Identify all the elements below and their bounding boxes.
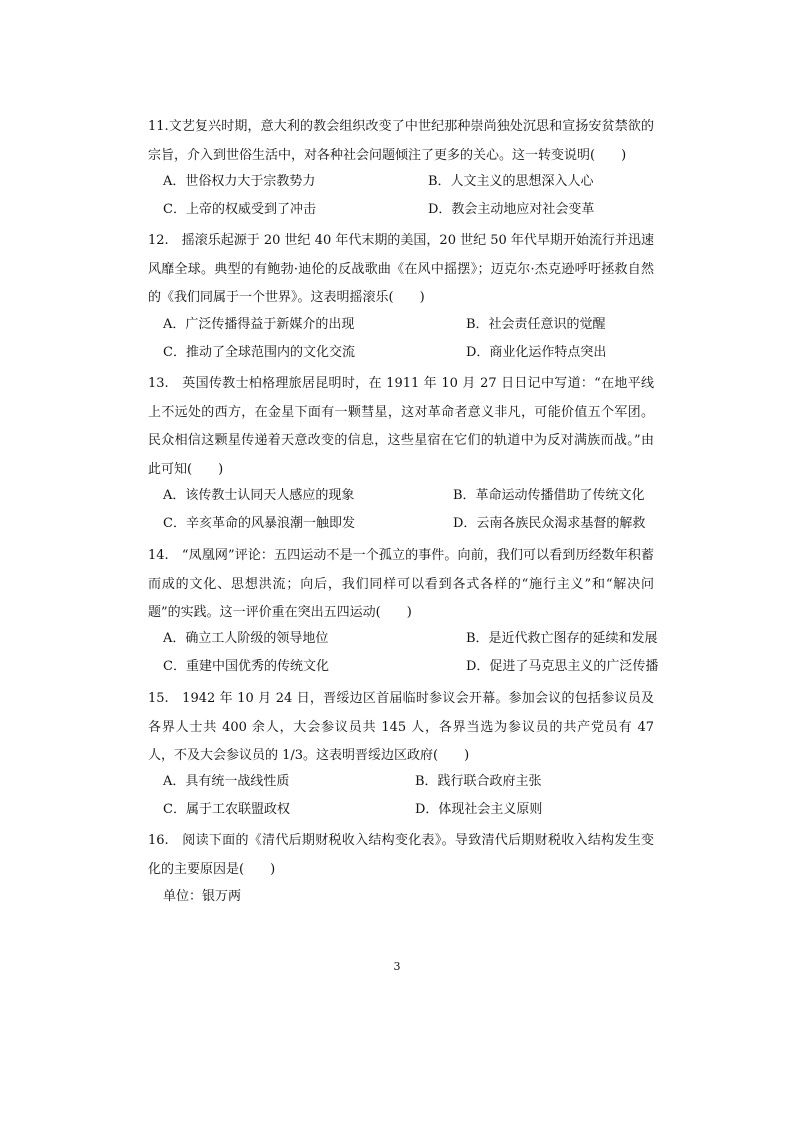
option-a: A．广泛传播得益于新媒介的出现 [163,317,355,332]
page-number: 3 [393,960,401,973]
option-d: D．云南各族民众渴求基督的解救 [453,516,646,531]
question-13 [148,370,654,484]
question-number: 12. [148,233,169,248]
option-c: C．推动了全球范围内的文化交流 [163,345,355,360]
question-12 [148,227,654,313]
option-b: B．是近代救亡图存的延续和发展 [466,631,658,646]
question-number: 14. [148,548,169,563]
question-number: 13. [148,376,169,391]
option-a: A．世俗权力大于宗教势力 [163,174,316,189]
question-stem: “凤凰网”评论：五四运动不是一个孤立的事件。向前，我们可以看到历经数年积蓄而成的文化、思想洪流；向后，我们同样可以看到各式各样的“施行主义”和“解决问题”的实践。这一评价重在突出五四运动( ) [148,548,654,620]
option-d: D．商业化运作特点突出 [466,345,607,360]
unit-label: 单位：银万两 [163,889,242,904]
option-d: D．教会主动地应对社会变革 [428,202,595,217]
option-b: B．践行联合政府主张 [415,774,542,789]
question-16 [148,827,654,884]
question-stem: 摇滚乐起源于 20 世纪 40 年代末期的美国，20 世纪 50 年代早期开始流行并迅速风靡全球。典型的有鲍勃·迪伦的反战歌曲《在风中摇摆》；迈克尔·杰克逊呼吁拯救自然的《我们同属于一个世界》。这表明摇滚乐( ) [148,233,654,305]
option-b: B．社会责任意识的觉醒 [466,317,606,332]
question-number: 16. [148,833,169,848]
option-c: C．辛亥革命的风暴浪潮一触即发 [163,516,355,531]
question-stem: 1942 年 10 月 24 日，晋绥边区首届临时参议会开幕。参加会议的包括参议员及各界人士共 400 余人，大会参议员共 145 人，各界当选为参议员的共产党员有 47 人，不及大会参议员的 1/3。这表明晋绥边区政府( ) [148,691,654,763]
question-number: 11. [148,119,169,134]
question-stem: 英国传教士柏格理旅居昆明时，在 1911 年 10 月 27 日日记中写道：“在地平线上不远处的西方，在金星下面有一颗彗星，这对革命者意义非凡，可能价值五个军团。民众相信这颗星传递着天意改变的信息，这些星宿在它们的轨道中为反对满族而战。”由此可知( ) [148,376,654,477]
option-c: C．属于工农联盟政权 [163,802,290,817]
option-c: C．重建中国优秀的传统文化 [163,659,329,674]
question-11 [148,113,654,170]
option-a: A．具有统一战线性质 [163,774,290,789]
option-c: C．上帝的权威受到了冲击 [163,202,316,217]
option-b: B．革命运动传播借助了传统文化 [453,488,645,503]
question-number: 15. [148,691,169,706]
option-a: A．该传教士认同天人感应的现象 [163,488,355,503]
option-a: A．确立工人阶级的领导地位 [163,631,329,646]
option-d: D．体现社会主义原则 [415,802,543,817]
question-15 [148,685,654,771]
question-14 [148,542,654,628]
question-stem: 文艺复兴时期，意大利的教会组织改变了中世纪那种崇尚独处沉思和宣扬安贫禁欲的宗旨，介入到世俗生活中，对各种社会问题倾注了更多的关心。这一转变说明( ) [148,119,654,163]
option-b: B．人文主义的思想深入人心 [428,174,594,189]
option-d: D．促进了马克思主义的广泛传播 [466,659,659,674]
question-stem: 阅读下面的《清代后期财税收入结构变化表》。导致清代后期财税收入结构发生变化的主要原因是( ) [148,833,654,877]
